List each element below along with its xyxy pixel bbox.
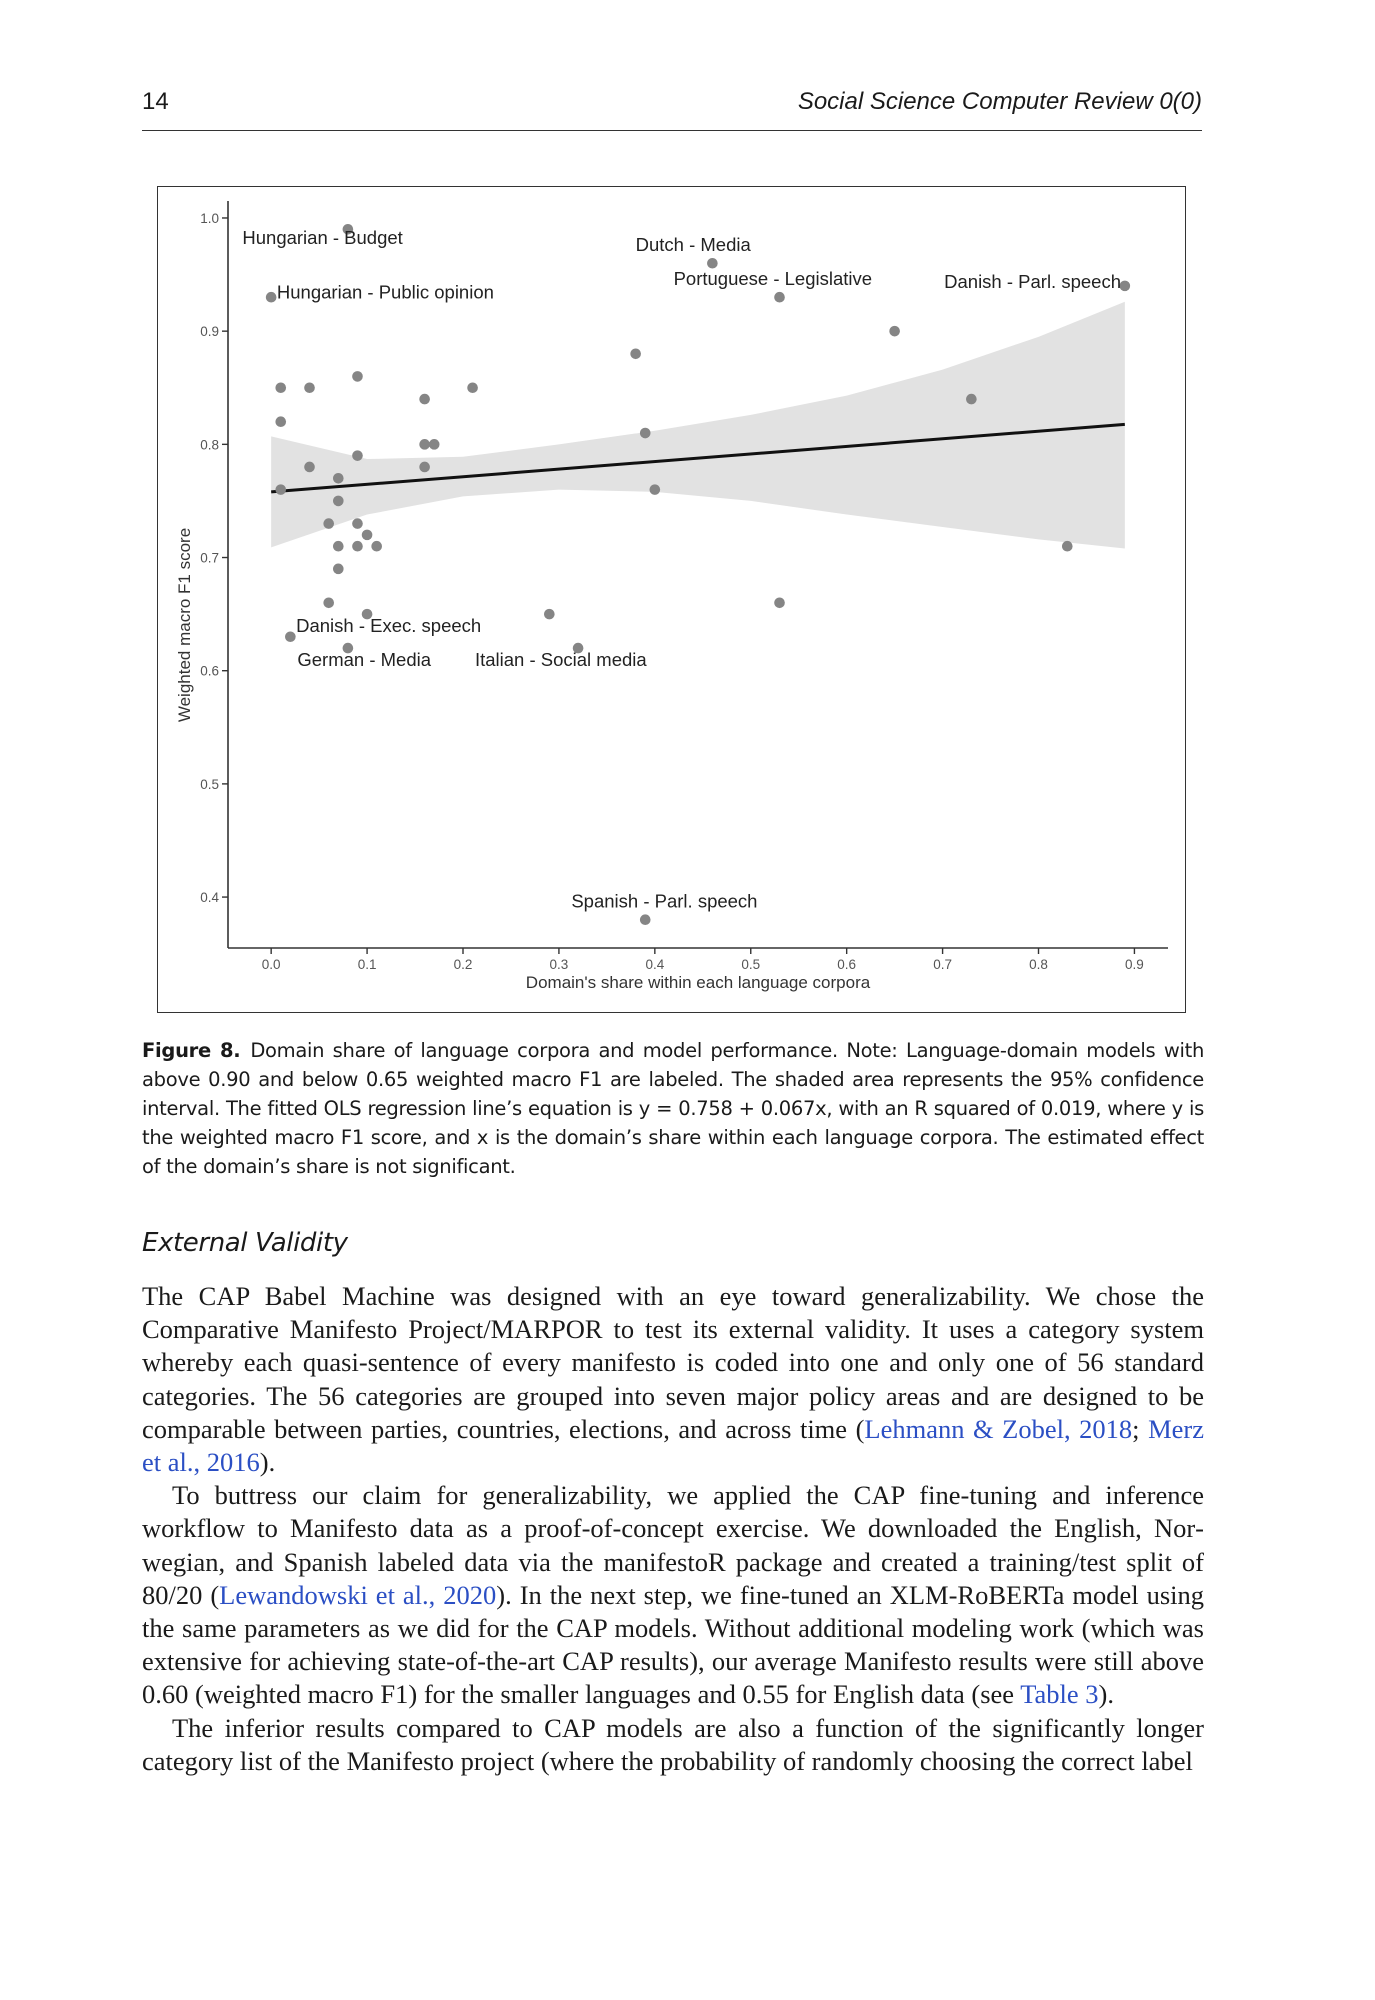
y-tick-label: 0.9 [200,324,219,340]
caption-text: Domain share of language corpora and model performance. Note: Language-domain models with above 0.90 and below 0.65 weighted macro F1 are labeled. The shaded area represents the 95% confidence interval. The fitted OLS regression line’s equation is y = 0.758 + 0.067x, with an R squared of 0.019, where y is the weighted macro F1 score, and x is the domain’s share within each language corpora. The estimated effect of the domain’s share is not significant. [142,1039,1204,1178]
figure-frame [157,186,1186,1013]
confidence-band [271,302,1125,549]
x-tick-label: 0.1 [357,957,377,972]
figure-caption [142,1036,1204,1181]
x-tick-label: 0.2 [453,957,473,972]
data-point [966,394,977,405]
point-annotation: Spanish - Parl. speech [571,890,758,912]
x-axis-label: Domain's share within each language corpora [525,973,871,992]
data-point [275,382,286,393]
data-point [352,518,363,529]
data-point [1062,541,1073,552]
data-point [333,541,344,552]
data-point [352,450,363,461]
data-point [275,484,286,495]
body-text [142,1280,1204,1778]
data-point [352,541,363,552]
citation-link[interactable]: Lewandowski et al., 2020 [219,1579,497,1610]
journal-name: Social Science Computer Review 0(0) [797,88,1202,115]
point-annotation: Hungarian - Budget [242,227,403,249]
data-point [362,530,373,541]
data-point [323,597,334,608]
point-labels [242,227,1121,911]
chart-axes [228,201,1168,948]
data-point [333,496,344,507]
x-tick-label: 0.7 [933,957,952,972]
paragraph-2 [142,1479,1204,1711]
data-point [352,371,363,382]
data-point [333,473,344,484]
data-point [774,597,785,608]
point-annotation: Portuguese - Legislative [673,267,873,289]
point-annotation: German - Media [297,649,432,671]
data-point [640,914,651,925]
data-point [419,394,430,405]
data-point [1120,281,1131,292]
data-point [630,348,641,359]
point-annotation: Italian - Social media [474,649,647,671]
citation-link[interactable]: Merz et al., 2016 [142,1413,1204,1478]
y-axis-ticks [200,211,228,905]
data-point [640,428,651,439]
data-point [429,439,440,450]
point-annotation: Danish - Parl. speech [944,271,1121,293]
section-heading: External Validity [142,1228,348,1258]
data-point [266,292,277,303]
paragraph-2-text-cont: ). In the next step, we fine-tuned an XLM-RoBERTa model using the same parameters as we did for the CAP models. Without additional modeling work (which was extensive for achieving state-of-the-art CAP results), our average Manifesto results were still above 0.60 (weighted macro F1) for the smaller languages and 0.55 for English data (see [142,1579,1204,1710]
data-point [304,462,315,473]
x-tick-label: 0.3 [549,957,569,972]
citation-link[interactable]: Lehmann & Zobel, 2018 [864,1413,1133,1444]
figure-label: Figure 8. [142,1039,241,1062]
y-axis-label: Weighted macro F1 score [175,527,194,723]
data-point [419,439,430,450]
y-tick-label: 0.7 [200,550,219,566]
y-tick-label: 0.5 [200,776,219,792]
paragraph-1-end: ). [259,1447,276,1478]
data-points [266,224,1130,925]
paragraph-1-text: The CAP Babel Machine was designed with an eye toward generalizability. We chose the Comparative Manifesto Project/MARPOR to test its external validity. It uses a category system whereby each quasi-sentence of every manifesto is coded into one and only one of 56 standard categories. The 56 categories are grouped into seven major policy areas and are designed to be comparable between parties, countries, elections, and across time ( [142,1281,1204,1444]
x-tick-label: 0.6 [837,957,857,972]
data-point [323,518,334,529]
y-tick-label: 0.8 [200,437,219,453]
point-annotation: Danish - Exec. speech [296,615,482,637]
citation-separator: ; [1132,1413,1149,1444]
x-tick-label: 0.0 [261,957,281,972]
data-point [650,484,661,495]
data-point [467,382,478,393]
data-point [419,462,430,473]
point-annotation: Dutch - Media [635,233,751,255]
x-tick-label: 0.5 [741,957,761,972]
data-point [544,609,555,620]
data-point [275,416,286,427]
data-point [333,564,344,575]
data-point [889,326,900,337]
running-head [142,86,1202,131]
data-point [285,631,296,642]
point-annotation: Hungarian - Public opinion [276,281,494,303]
x-tick-label: 0.4 [645,957,665,972]
page-number: 14 [142,88,169,115]
x-axis-ticks [262,948,1144,972]
x-tick-label: 0.9 [1125,957,1144,972]
y-tick-label: 0.4 [200,890,219,906]
x-tick-label: 0.8 [1029,957,1048,972]
data-point [304,382,315,393]
paragraph-2-end: ). [1098,1679,1114,1710]
paragraph-3: The inferior results compared to CAP models are also a function of the significantly longer category list of the Manifesto project (where the probability of randomly choosing the correct label [142,1712,1204,1776]
data-point [371,541,382,552]
paragraph-2-text: To buttress our claim for generalizability, we applied the CAP fine-tuning and inference workflow to Manifesto data as a proof-of-concept exercise. We downloaded the English, Norwegian, and Spanish labeled data via the manifestoR package and created a training/test split of 80/20 ( [142,1480,1204,1610]
y-tick-label: 0.6 [200,663,219,679]
paragraph-1 [142,1280,1204,1479]
table-link[interactable]: Table 3 [1020,1679,1099,1710]
y-tick-label: 1.0 [200,210,219,226]
data-point [774,292,785,303]
scatter-chart [158,187,1184,1011]
